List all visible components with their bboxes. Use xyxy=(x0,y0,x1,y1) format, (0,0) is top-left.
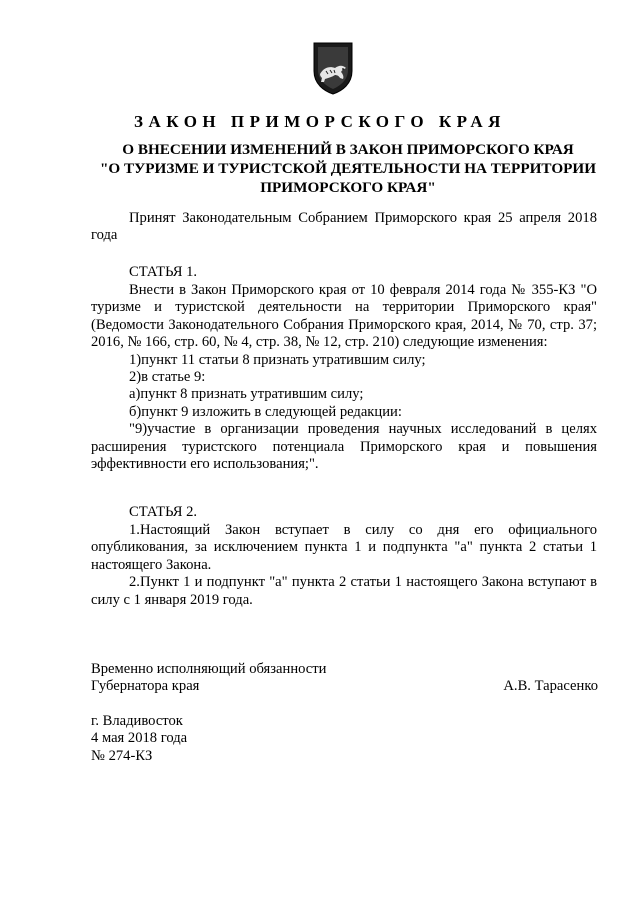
signatory-position xyxy=(91,661,326,696)
signatory-name: А.В. Тарасенко xyxy=(503,678,598,694)
document-footer xyxy=(91,713,187,765)
position-line: Временно исполняющий обязанности xyxy=(91,661,327,677)
law-title: ЗАКОН ПРИМОРСКОГО КРАЯ xyxy=(134,112,506,131)
article-1-body xyxy=(91,282,597,473)
list-item: 1)пункт 11 статьи 8 признать утратившим силу; xyxy=(129,351,426,368)
law-subtitle xyxy=(88,140,608,197)
amendment-quote: "9)участие в организации проведения научных исследований в целях расширения туристского потенциала Приморского края и повышения эффективности его использования;". xyxy=(91,421,597,473)
article-2-paragraph: 1.Настоящий Закон вступает в силу со дня его официального опубликования, за исключением пункта 1 и подпункта "а" пункта 2 статьи 1 настоящего Закона. xyxy=(91,522,597,573)
article-2-paragraph: 2.Пункт 1 и подпункт "а" пункта 2 статьи 1 настоящего Закона вступают в силу с 1 января 2019 года. xyxy=(91,574,597,608)
footer-city: г. Владивосток xyxy=(91,713,183,729)
footer-date: 4 мая 2018 года xyxy=(91,730,188,747)
list-item: б)пункт 9 изложить в следующей редакции: xyxy=(129,403,402,420)
subtitle-line: О ВНЕСЕНИИ ИЗМЕНЕНИЙ В ЗАКОН ПРИМОРСКОГО КРАЯ xyxy=(122,141,574,158)
article-2-heading: СТАТЬЯ 2. xyxy=(129,504,198,520)
article-1-heading: СТАТЬЯ 1. xyxy=(129,264,198,280)
subtitle-line: ПРИМОРСКОГО КРАЯ" xyxy=(260,179,436,196)
adoption-statement: Принят Законодательным Собранием Приморского края 25 апреля 2018 года xyxy=(91,210,597,244)
article-2-body xyxy=(91,522,597,609)
list-item: а)пункт 8 признать утратившим силу; xyxy=(129,386,364,403)
subtitle-line: "О ТУРИЗМЕ И ТУРИСТСКОЙ ДЕЯТЕЛЬНОСТИ НА ТЕРРИТОРИИ xyxy=(99,160,597,177)
article-1-intro: Внести в Закон Приморского края от 10 февраля 2014 года № 355-КЗ "О туризме и туристской деятельности на территории Приморского края" (Ведомости Законодательного Собрания Приморского края, 2014, № 70, стр. 37; 2016, № 166, стр. 60, № 4, стр. 38, № 12, стр. 210) следующие изменения: xyxy=(91,282,597,351)
list-item: 2)в статье 9: xyxy=(129,369,206,386)
footer-number: № 274-КЗ xyxy=(91,747,153,764)
primorye-coat-of-arms-icon xyxy=(312,41,354,95)
position-line: Губернатора края xyxy=(91,678,200,695)
